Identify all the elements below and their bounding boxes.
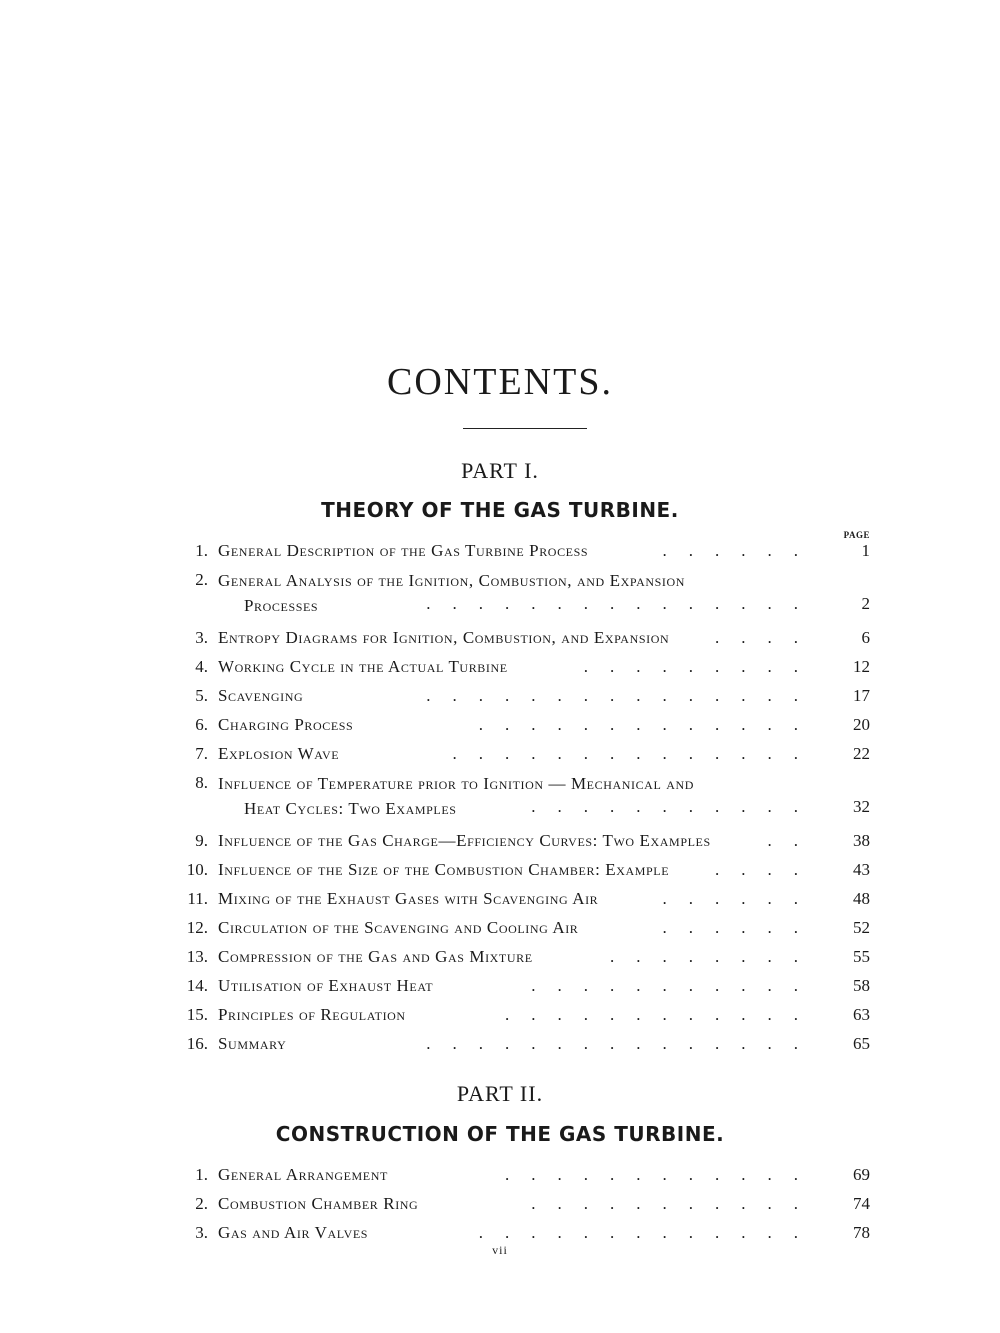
toc-entry-page: 74 [853, 1194, 870, 1213]
toc-entry-number: 15. [186, 1005, 208, 1024]
toc-entry-number: 2. [195, 570, 208, 589]
toc-entry-page: 58 [853, 976, 870, 995]
toc-entry-title: Mixing of the Exhaust Gases with Scavenging Air [218, 889, 599, 908]
toc-entry-page: 32 [853, 797, 870, 816]
toc-entry [170, 740, 870, 769]
toc-entry [170, 711, 870, 740]
page-column-label: PAGE [843, 530, 870, 540]
toc-entry-page: 17 [853, 686, 870, 705]
toc-entry-page: 55 [853, 947, 870, 966]
toc-entry-page: 1 [861, 541, 870, 560]
toc-entry-title-line1: General Analysis of the Ignition, Combustion, and Expansion [218, 571, 686, 590]
toc-entry-title: Influence of the Size of the Combustion Chamber: Example [218, 860, 670, 879]
toc-entry-number: 2. [195, 1194, 208, 1213]
toc-entry-page: 2 [861, 594, 870, 613]
toc-entry-number: 7. [195, 744, 208, 763]
toc-entry-number: 8. [195, 773, 208, 792]
toc-entry [170, 769, 870, 827]
toc-entry-number: 3. [195, 628, 208, 647]
toc-entry [170, 885, 870, 914]
toc-entry [170, 682, 870, 711]
part-two-title: CONSTRUCTION OF THE GAS TURBINE. [275, 1122, 725, 1146]
toc-entry-page: 48 [853, 889, 870, 908]
page-folio: vii [492, 1243, 508, 1257]
toc-entry-number: 16. [186, 1034, 208, 1053]
toc-leader-dots: .. [767, 831, 820, 850]
toc-leader-dots: ............... [426, 1034, 820, 1053]
toc-entry-number: 6. [195, 715, 208, 734]
title-rule [463, 428, 587, 429]
toc-entry-title: Combustion Chamber Ring [218, 1194, 419, 1213]
toc-entry-page: 63 [853, 1005, 870, 1024]
toc-entry-number: 11. [187, 889, 208, 908]
toc-entry-number: 9. [195, 831, 208, 850]
toc-entry-page: 69 [853, 1165, 870, 1184]
toc-leader-dots: ............ [505, 1005, 820, 1024]
toc-entry [170, 856, 870, 885]
toc-leader-dots: ...... [662, 918, 820, 937]
toc-entry-title: Compression of the Gas and Gas Mixture [218, 947, 533, 966]
toc-leader-dots: ........ [610, 947, 820, 966]
toc-entry-page: 43 [853, 860, 870, 879]
toc-entry-title: Charging Process [218, 715, 354, 734]
toc-entry-title: Principles of Regulation [218, 1005, 406, 1024]
toc-entry [170, 653, 870, 682]
toc-entry-title-line1: Influence of Temperature prior to Ignition — Mechanical and [218, 774, 695, 793]
toc-entry-page: 65 [853, 1034, 870, 1053]
part-two-heading: PART II. [456, 1081, 544, 1106]
toc-leader-dots: ............... [426, 686, 820, 705]
toc-entry-title-line2: Heat Cycles: Two Examples [244, 799, 457, 818]
toc-entry-title: Circulation of the Scavenging and Cooling Air [218, 918, 579, 937]
toc-entry-title: Entropy Diagrams for Ignition, Combustion, and Expansion [218, 628, 670, 647]
toc-entry-page: 12 [853, 657, 870, 676]
toc-leader-dots: .............. [452, 744, 820, 763]
toc-entry-title: General Description of the Gas Turbine Process [218, 541, 589, 560]
toc-leader-dots: ......... [583, 657, 820, 676]
toc-entry-number: 1. [195, 541, 208, 560]
toc-entry [170, 1190, 870, 1219]
toc-entry-page: 52 [853, 918, 870, 937]
page-title: CONTENTS. [387, 361, 613, 403]
toc-entry [170, 624, 870, 653]
toc-leader-dots: .... [715, 860, 820, 879]
toc-entry-title-line2: Processes [244, 596, 319, 615]
toc-entry-number: 3. [195, 1223, 208, 1242]
toc-entry-page: 6 [861, 628, 870, 647]
toc-entry [170, 1161, 870, 1190]
toc-entry-title: Summary [218, 1034, 287, 1053]
toc-entry-title: Scavenging [218, 686, 304, 705]
toc-leader-dots: .... [715, 628, 820, 647]
toc-entry-number: 1. [195, 1165, 208, 1184]
toc-entry-title: Utilisation of Exhaust Heat [218, 976, 434, 995]
toc-entry [170, 972, 870, 1001]
toc-entry-number: 10. [186, 860, 208, 879]
toc-entry [170, 943, 870, 972]
toc-entry-number: 13. [186, 947, 208, 966]
toc-entry-title: Influence of the Gas Charge—Efficiency Curves: Two Examples [218, 831, 711, 850]
toc-leader-dots: ...... [662, 889, 820, 908]
toc-entry-page: 22 [853, 744, 870, 763]
toc-entry-page: 78 [853, 1223, 870, 1242]
toc-entry-title: Gas and Air Valves [218, 1223, 369, 1242]
toc-leader-dots: ...... [662, 541, 820, 560]
toc-leader-dots: ........... [531, 1194, 820, 1213]
part-one-title: THEORY OF THE GAS TURBINE. [321, 498, 679, 522]
toc-entry [170, 827, 870, 856]
part-two-contents [170, 1161, 870, 1248]
toc-entry [170, 1001, 870, 1030]
toc-entry-page: 20 [853, 715, 870, 734]
toc-leader-dots: ............... [426, 594, 820, 613]
toc-entry [170, 1030, 870, 1059]
toc-entry-number: 12. [186, 918, 208, 937]
toc-entry [170, 566, 870, 624]
part-one-heading: PART I. [461, 458, 539, 483]
toc-entry-number: 4. [195, 657, 208, 676]
toc-entry-title: Working Cycle in the Actual Turbine [218, 657, 508, 676]
toc-entry-page: 38 [853, 831, 870, 850]
toc-entry [170, 537, 870, 566]
toc-entry-number: 5. [195, 686, 208, 705]
toc-entry-title: General Arrangement [218, 1165, 388, 1184]
toc-leader-dots: ........... [531, 797, 820, 816]
toc-leader-dots: ............. [478, 1223, 820, 1242]
toc-leader-dots: ............. [478, 715, 820, 734]
toc-entry [170, 914, 870, 943]
toc-entry-title: Explosion Wave [218, 744, 340, 763]
part-one-contents [170, 537, 870, 1059]
toc-entry-number: 14. [186, 976, 208, 995]
toc-leader-dots: ........... [531, 976, 820, 995]
toc-leader-dots: ............ [505, 1165, 820, 1184]
